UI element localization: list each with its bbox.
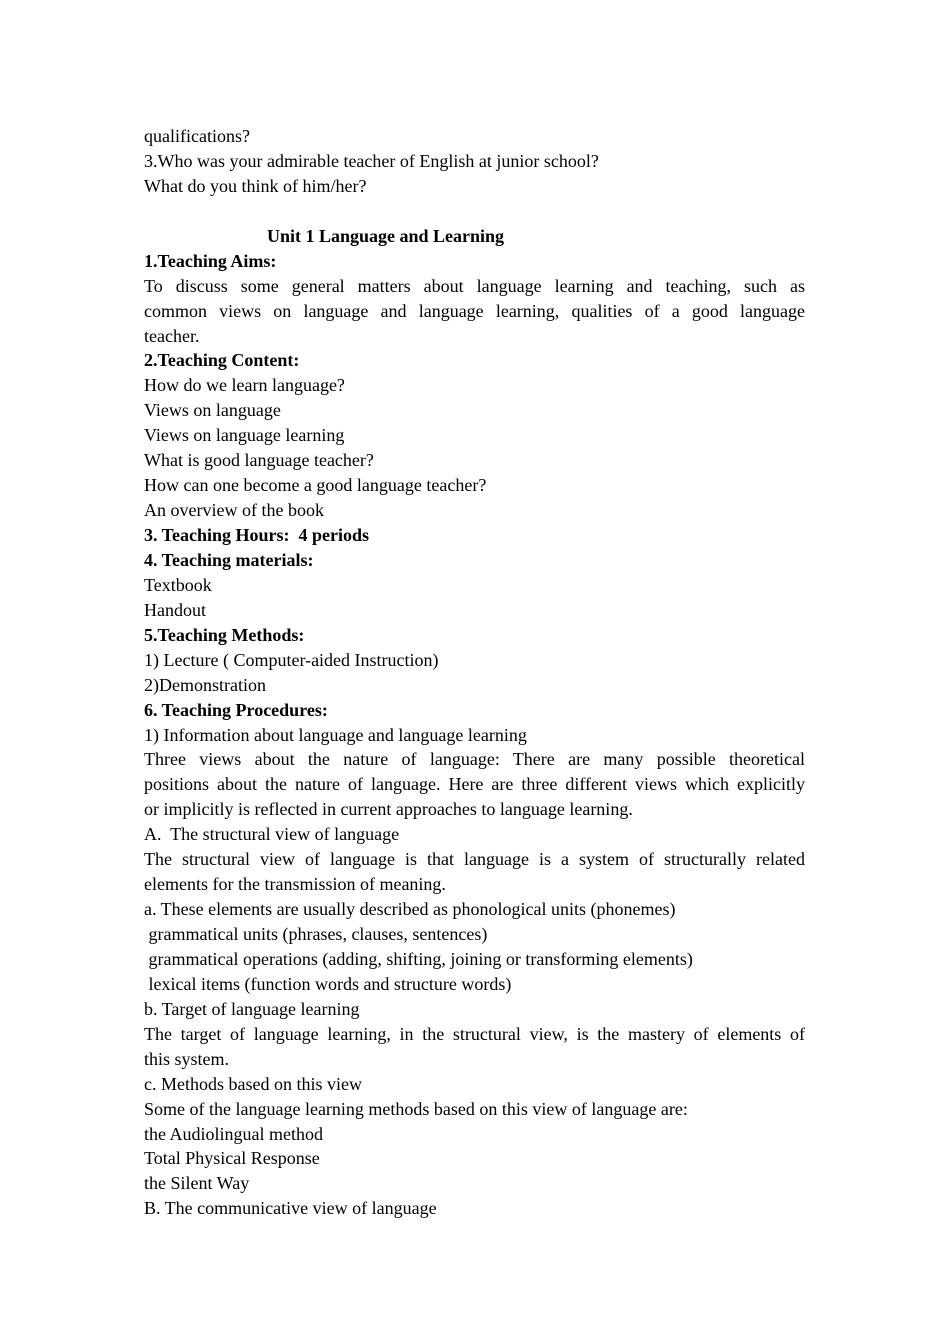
text-line: a. These elements are usually described as phonological units (phonemes) [144, 899, 676, 920]
text-line: Textbook [144, 574, 212, 595]
text-line: 2)Demonstration [144, 674, 266, 695]
text-line: common views on language and language learning, qualities of a good language [144, 300, 805, 321]
text-line: c. Methods based on this view [144, 1073, 362, 1094]
text-line: What do you think of him/her? [144, 175, 367, 196]
section-heading: 1.Teaching Aims: [144, 250, 277, 271]
text-line: the Silent Way [144, 1173, 250, 1194]
text-line: or implicitly is reflected in current approaches to language learning. [144, 799, 633, 820]
text-line: Views on language learning [144, 425, 345, 446]
text-line [144, 199, 805, 224]
text-line: The target of language learning, in the structural view, is the mastery of elements of [144, 1023, 805, 1044]
text-line: b. Target of language learning [144, 998, 360, 1019]
text-line: 1) Lecture ( Computer-aided Instruction) [144, 649, 439, 670]
text-line: Some of the language learning methods based on this view of language are: [144, 1098, 688, 1119]
text-line: teacher. [144, 325, 200, 346]
text-line: An overview of the book [144, 500, 324, 521]
text-line: lexical items (function words and structure words) [144, 973, 512, 994]
section-heading: 5.Teaching Methods: [144, 624, 305, 645]
text-line: What is good language teacher? [144, 450, 374, 471]
text-line: To discuss some general matters about language learning and teaching, such as [144, 275, 805, 296]
text-line: Views on language [144, 400, 281, 421]
text-line: positions about the nature of language. Here are three different views which explicitly [144, 774, 805, 795]
section-heading: 3. Teaching Hours: 4 periods [144, 525, 370, 545]
text-line: How do we learn language? [144, 375, 345, 396]
text-line: A. The structural view of language [144, 824, 400, 845]
text-line: Total Physical Response [144, 1148, 320, 1169]
text-line: 1) Information about language and language learning [144, 724, 527, 745]
text-line: the Audiolingual method [144, 1123, 323, 1144]
text-line: this system. [144, 1048, 230, 1069]
section-heading: 4. Teaching materials: [144, 549, 314, 570]
document-page [144, 124, 805, 1221]
text-line: B. The communicative view of language [144, 1198, 437, 1219]
text-line: grammatical units (phrases, clauses, sentences) [144, 924, 488, 944]
text-line: 3.Who was your admirable teacher of English at junior school? [144, 150, 599, 171]
text-line: How can one become a good language teacher? [144, 475, 487, 496]
section-heading: 2.Teaching Content: [144, 350, 300, 371]
section-heading: 6. Teaching Procedures: [144, 699, 328, 720]
unit-title: Unit 1 Language and Learning [267, 225, 505, 246]
text-line: grammatical operations (adding, shifting, joining or transforming elements) [144, 948, 693, 969]
text-line: The structural view of language is that language is a system of structurally related [144, 849, 805, 870]
text-line: elements for the transmission of meaning. [144, 874, 446, 895]
text-line: Handout [144, 599, 206, 620]
text-line: qualifications? [144, 126, 250, 146]
text-line: Three views about the nature of language: There are many possible theoretical [144, 749, 805, 770]
